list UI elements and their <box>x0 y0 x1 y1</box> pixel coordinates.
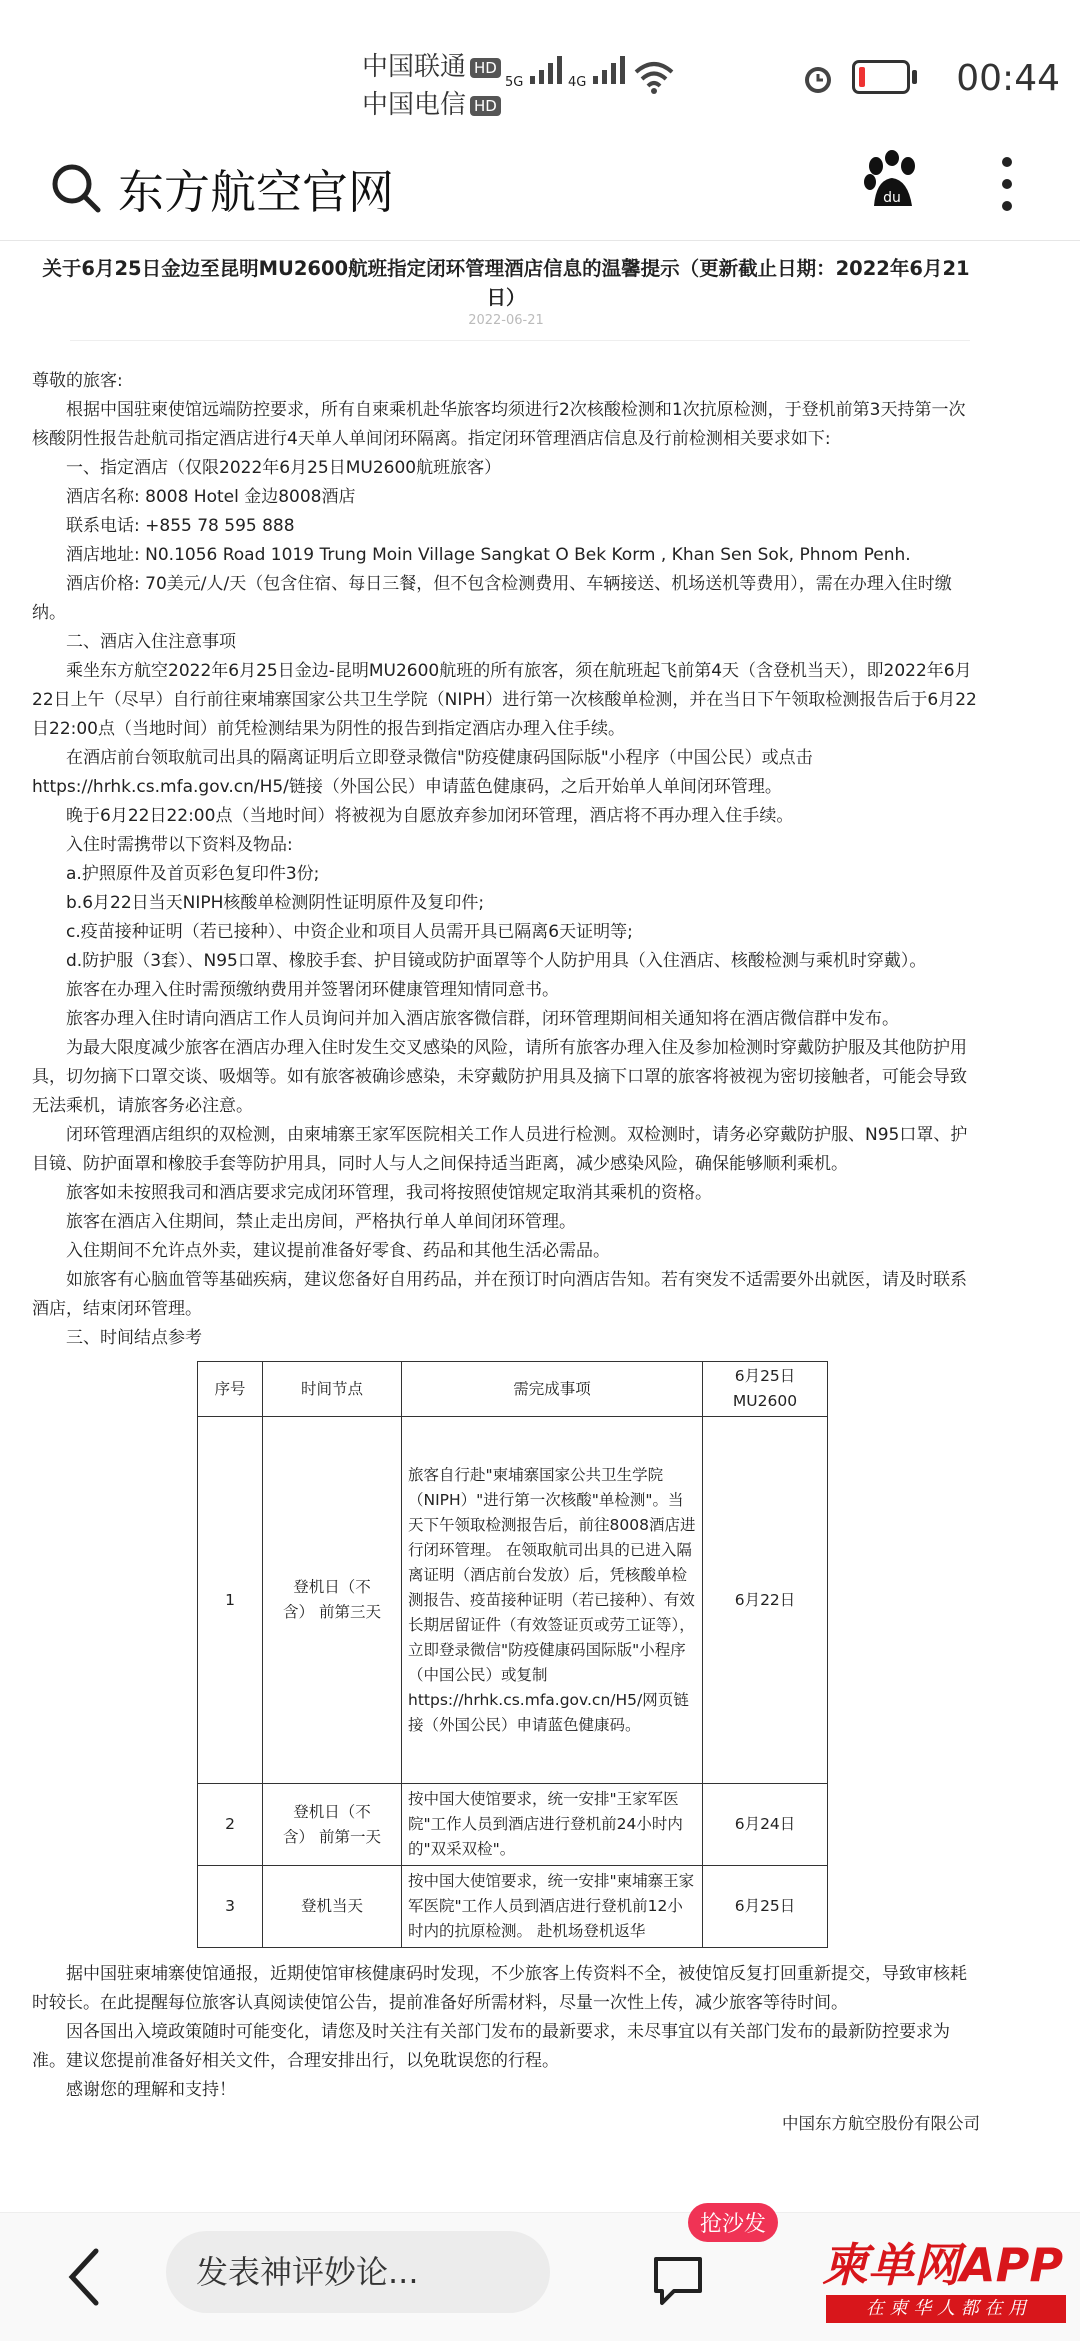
cell-date: 6月22日 <box>703 1417 828 1784</box>
table-header: 6月25日 MU2600 <box>703 1362 828 1417</box>
paragraph: 旅客如未按照我司和酒店要求完成闭环管理，我司将按照使馆规定取消其乘机的资格。 <box>66 1183 712 1203</box>
paragraph: 入住时需携带以下资料及物品: <box>66 835 293 855</box>
paragraph: 二、酒店入住注意事项 <box>66 632 236 652</box>
cell-date: 6月24日 <box>703 1784 828 1866</box>
timeline-table <box>197 1361 828 1948</box>
table-row <box>198 1417 828 1784</box>
back-icon[interactable] <box>64 2247 104 2307</box>
paragraph: 闭环管理酒店组织的双检测，由柬埔寨王家军医院相关工作人员进行检测。双检测时，请务必穿戴防护服、N95口罩、护目镜、防护面罩和橡胶手套等防护用具，同时人与人之间保持适当距离，减少感染风险，确保能够顺利乘机。 <box>32 1125 968 1174</box>
search-icon <box>48 160 104 216</box>
paragraph: 旅客办理入住时请向酒店工作人员询问并加入酒店旅客微信群，闭环管理期间相关通知将在酒店微信群中发布。 <box>66 1009 899 1029</box>
article-body <box>32 367 980 2138</box>
article <box>32 250 980 2138</box>
cell-task: 旅客自行赴"柬埔寨国家公共卫生学院（NIPH）"进行第一次核酸"单检测"。当天下午领取检测报告后，前往8008酒店进行闭环管理。 在领取航司出具的已进入隔离证明（酒店前台发放）后，凭核酸单检测报告、疫苗接种证明（若已接种）、有效长期居留证件（有效签证页或劳工证等），立即登录微信"防疫健康码国际版"小程序（中国公民）或复制https://hrhk.cs.mfa.gov.cn/H5/网页链接（外国公民）申请蓝色健康码。 <box>402 1417 703 1784</box>
table-header: 序号 <box>198 1362 263 1417</box>
signature: 中国东方航空股份有限公司 <box>782 2114 980 2133</box>
paragraph: 感谢您的理解和支持！ <box>66 2080 236 2100</box>
greeting: 尊敬的旅客: <box>32 371 123 391</box>
table-header: 需完成事项 <box>402 1362 703 1417</box>
cell-task: 按中国大使馆要求，统一安排"王家军医院"工作人员到酒店进行登机前24小时内的"双采双检"。 <box>402 1784 703 1866</box>
paragraph: 酒店价格: 70美元/人/天（包含住宿、每日三餐，但不包含检测费用、车辆接送、机场送机等费用），需在办理入住时缴纳。 <box>32 574 952 623</box>
clock: 00:44 <box>956 58 1060 99</box>
paragraph: 乘坐东方航空2022年6月25日金边-昆明MU2600航班的所有旅客，须在航班起飞前第4天（含登机当天），即2022年6月22日上午（尽早）自行前往柬埔寨国家公共卫生学院（NIPH）进行第一次核酸单检测，并在当日下午领取检测报告后于6月22日22:00点（当地时间）前凭检测结果为阴性的报告到指定酒店办理入住手续。 <box>32 661 977 739</box>
paragraph: 联系电话: +855 78 595 888 <box>66 516 295 536</box>
paragraph: 酒店名称: 8008 Hotel 金边8008酒店 <box>66 487 356 507</box>
paragraph: 酒店地址: N0.1056 Road 1019 Trung Moin Village Sangkat O Bek Korm , Khan Sen Sok, Phnom Penh. <box>66 545 911 565</box>
cell-date: 6月25日 <box>703 1866 828 1948</box>
bottom-bar <box>0 2212 1080 2341</box>
svg-text:du: du <box>883 190 901 206</box>
table-header-row <box>198 1362 828 1417</box>
paragraph: b.6月22日当天NIPH核酸单检测阴性证明原件及复印件; <box>66 893 485 913</box>
more-menu-icon[interactable] <box>1000 154 1014 214</box>
search-query[interactable]: 东方航空官网 <box>118 165 394 219</box>
paragraph: 旅客在办理入住时需预缴纳费用并签署闭环健康管理知情同意书。 <box>66 980 559 1000</box>
alarm-icon <box>800 60 836 96</box>
comment-icon[interactable] <box>650 2253 706 2307</box>
paragraph: 为最大限度减少旅客在酒店办理入住时发生交叉感染的风险，请所有旅客办理入住及参加检测时穿戴防护服及其他防护用具，切勿摘下口罩交谈、吸烟等。如有旅客被确诊感染，未穿戴防护用具及摘下口罩的旅客将被视为密切接触者，可能会导致无法乘机，请旅客务必注意。 <box>32 1038 967 1116</box>
cell-node: 登机日（不含） 前第三天 <box>263 1417 402 1784</box>
battery-icon <box>852 60 910 94</box>
paragraph: 根据中国驻柬使馆远端防控要求，所有自柬乘机赴华旅客均须进行2次核酸检测和1次抗原检测，于登机前第3天持第一次核酸阴性报告赴航司指定酒店进行4天单人单间闭环隔离。指定闭环管理酒店信息及行前检测相关要求如下: <box>32 400 966 449</box>
wifi-icon <box>632 60 676 94</box>
carrier-info: 中国联通 HD 中国电信 HD <box>362 48 501 124</box>
cell-no: 1 <box>198 1417 263 1784</box>
signal-4g-icon: 4G <box>568 52 629 90</box>
signal-5g-icon: 5G <box>505 52 566 90</box>
paragraph: 在酒店前台领取航司出具的隔离证明后立即登录微信"防疫健康码国际版"小程序（中国公民）或点击 <box>66 748 813 768</box>
search-bar[interactable] <box>0 140 1080 240</box>
paragraph: 旅客在酒店入住期间，禁止走出房间，严格执行单人单间闭环管理。 <box>66 1212 576 1232</box>
cell-node: 登机日（不含） 前第一天 <box>263 1784 402 1866</box>
sofa-badge[interactable]: 抢沙发 <box>688 2203 778 2242</box>
comment-input[interactable]: 发表神评妙论... <box>166 2231 550 2313</box>
paragraph: 一、指定酒店（仅限2022年6月25日MU2600航班旅客） <box>66 458 502 478</box>
paragraph: c.疫苗接种证明（若已接种）、中资企业和项目人员需开具已隔离6天证明等; <box>66 922 633 942</box>
paragraph: 晚于6月22日22:00点（当地时间）将被视为自愿放弃参加闭环管理，酒店将不再办理入住手续。 <box>66 806 794 826</box>
paragraph: a.护照原件及首页彩色复印件3份; <box>66 864 320 884</box>
title-divider <box>70 340 970 341</box>
watermark-logo: 柬单网APP <box>822 2238 1064 2292</box>
table-header: 时间节点 <box>263 1362 402 1417</box>
paragraph: 据中国驻柬埔寨使馆通报，近期使馆审核健康码时发现，不少旅客上传资料不全，被使馆反复打回重新提交，导致审核耗时较长。在此提醒每位旅客认真阅读使馆公告，提前准备好所需材料，尽量一次性上传，减少旅客等待时间。 <box>32 1964 967 2013</box>
link-paragraph[interactable]: https://hrhk.cs.mfa.gov.cn/H5/链接（外国公民）申请蓝色健康码，之后开始单人单间闭环管理。 <box>32 777 782 797</box>
cell-node: 登机当天 <box>263 1866 402 1948</box>
paragraph: 入住期间不允许点外卖，建议提前准备好零食、药品和其他生活必需品。 <box>66 1241 610 1261</box>
table-row <box>198 1866 828 1948</box>
article-title: 关于6月25日金边至昆明MU2600航班指定闭环管理酒店信息的温馨提示（更新截止日期：2022年6月21日） <box>42 257 970 309</box>
paragraph: 如旅客有心脑血管等基础疾病，建议您备好自用药品，并在预订时向酒店告知。若有突发不适需要外出就医，请及时联系酒店，结束闭环管理。 <box>32 1270 967 1319</box>
paragraph: d.防护服（3套）、N95口罩、橡胶手套、护目镜或防护面罩等个人防护用具（入住酒店、核酸检测与乘机时穿戴）。 <box>66 951 927 971</box>
paragraph: 因各国出入境政策随时可能变化，请您及时关注有关部门发布的最新要求，未尽事宜以有关部门发布的最新防控要求为准。建议您提前准备好相关文件，合理安排出行，以免耽误您的行程。 <box>32 2022 950 2071</box>
cell-no: 2 <box>198 1784 263 1866</box>
header-divider <box>0 240 1080 241</box>
cell-no: 3 <box>198 1866 263 1948</box>
cell-task: 按中国大使馆要求，统一安排"柬埔寨王家军医院"工作人员到酒店进行登机前12小时内的抗原检测。 赴机场登机返华 <box>402 1866 703 1948</box>
article-date: 2022-06-21 <box>468 313 544 328</box>
watermark-slogan: 在 柬 华 人 都 在 用 <box>826 2295 1066 2323</box>
table-row <box>198 1784 828 1866</box>
paragraph: 三、时间结点参考 <box>66 1328 202 1348</box>
baidu-paw-icon[interactable] <box>862 150 922 214</box>
